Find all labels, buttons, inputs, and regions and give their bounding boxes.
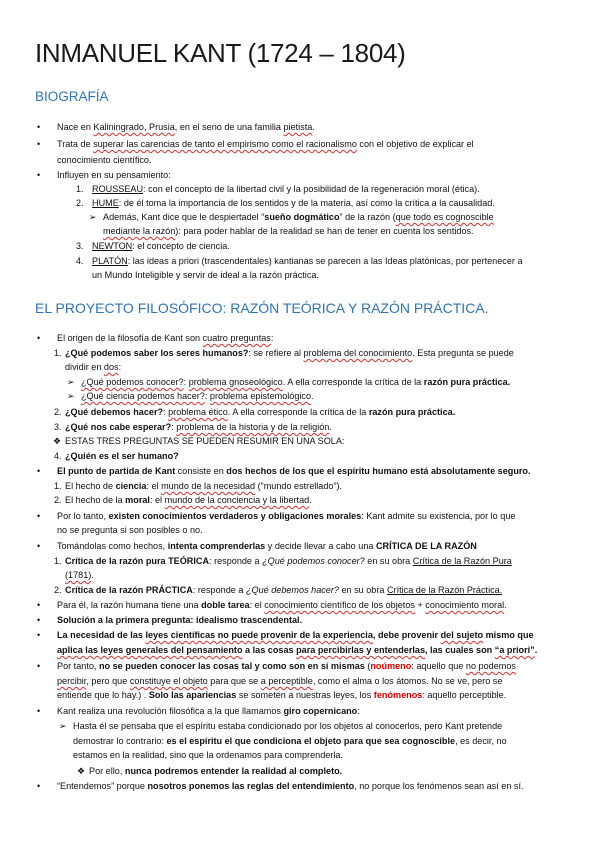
copernican-line-1: Hasta él se pensaba que el espíritu estaba condicionado por los objetos al conocerlos, pero Kant pretende <box>73 721 503 731</box>
section-heading-proyecto: EL PROYECTO FILOSÓFICO: RAZÓN TEÓRICA Y RAZÓN PRÁCTICA. <box>35 300 489 316</box>
bullet-icon: • <box>37 511 41 521</box>
bio-line-2: Trata de superar las carencias de tanto el empirismo como el racionalismo con el objetivo de explicar el <box>57 139 474 149</box>
proj-line-10: “Entendemos” porque nosotros ponemos las reglas del entendimiento, no porque los fenómenos sean así en sí. <box>57 781 524 791</box>
question-1-cont: dividir en dos: <box>65 362 122 372</box>
bullet-icon: • <box>37 630 41 640</box>
copernican-line-2: demostrar lo contrario: es el espíritu el que condiciona el objeto para que sea cognoscible, es decir, no <box>73 736 507 746</box>
bullet-icon: • <box>37 541 41 551</box>
proj-line-7-cont: aplica las leyes generales del pensamiento a las cosas para percibirlas y entenderlas, las cuales son “a priori”. <box>57 645 538 655</box>
proj-line-8: Por tanto, no se pueden conocer las cosas tal y como son en sí mismas (noúmeno: aquello que no podemos <box>57 661 516 671</box>
list-number: 1. <box>54 481 62 491</box>
influence-platon-2: un Mundo Inteligible y servir de ideal a la razón práctica. <box>92 270 319 280</box>
influence-platon-1: PLATÓN: las ideas a priori (trascendentales) kantianas se parecen a las Ideas platónicas, por pertenecer a <box>92 256 523 266</box>
questions-summary: ESTAS TRES PREGUNTAS SE PUEDEN RESUMIR EN UNA SOLA: <box>65 436 345 446</box>
list-number: 2. <box>76 198 84 208</box>
list-number: 4. <box>54 451 62 461</box>
diamond-icon: ❖ <box>77 766 86 776</box>
bullet-icon: • <box>37 600 41 610</box>
subquestion-1: ¿Qué podemos conocer?: problema gnoseológico. A ella corresponde la crítica de la razón pura práctica. <box>81 377 511 387</box>
diamond-icon: ❖ <box>53 436 62 446</box>
bio-line-4: Influyen en su pensamiento: <box>57 170 171 180</box>
proj-line-2: El punto de partida de Kant consiste en dos hechos de los que el espíritu humano está absolutamente seguro. <box>57 466 531 476</box>
question-1: ¿Qué podemos saber los seres humanos?: se refiere al problema del conocimiento. Esta pregunta se puede <box>65 348 514 358</box>
proj-line-8-cont-2: entiende que lo hay.) . Solo las apariencias se someten a nuestras leyes, los fenómenos: aquello perceptible. <box>57 690 507 700</box>
influence-hume: HUME: de él toma la importancia de los sentidos y de la materia, así como la crítica a la causalidad. <box>92 198 495 208</box>
critique-practical: Crítica de la razón PRÁCTICA: responde a ¿Qué debemos hacer? en su obra Crítica de la Razón Práctica. <box>65 585 503 595</box>
arrow-icon: ➢ <box>67 377 75 387</box>
list-number: 3. <box>76 241 84 251</box>
list-number: 1. <box>76 184 84 194</box>
bullet-icon: • <box>37 170 41 180</box>
proj-line-3-cont: no se pregunta si son posibles o no. <box>57 525 203 535</box>
bullet-icon: • <box>37 781 41 791</box>
fact-1: El hecho de ciencia: el mundo de la necesidad (“mundo estrellado”). <box>65 481 343 491</box>
hume-note-1: Además, Kant dice que le despiertadel “sueño dogmático” de la razón (que todo es cognoscible <box>103 212 494 222</box>
arrow-icon: ➢ <box>89 212 97 222</box>
bullet-icon: • <box>37 466 41 476</box>
proj-line-9: Kant realiza una revolución filosófica a la que llamamos giro copernicano: <box>57 706 360 716</box>
list-number: 2. <box>54 585 62 595</box>
bullet-icon: • <box>37 333 41 343</box>
bullet-icon: • <box>37 615 41 625</box>
list-number: 2. <box>54 495 62 505</box>
proj-line-3: Por lo tanto, existen conocimientos verdaderos y obligaciones morales: Kant admite su existencia, por lo que <box>57 511 516 521</box>
bullet-icon: • <box>37 139 41 149</box>
copernican-conclusion: Por ello, nunca podremos entender la realidad al completo. <box>89 766 343 776</box>
arrow-icon: ➢ <box>67 391 75 401</box>
bullet-icon: • <box>37 706 41 716</box>
page-title: INMANUEL KANT (1724 – 1804) <box>35 38 406 68</box>
list-number: 1. <box>54 348 62 358</box>
critique-theoretical: Crítica de la razón pura TEÓRICA: responde a ¿Qué podemos conocer? en su obra Crítica de la Razón Pura <box>65 556 512 566</box>
proj-line-8-cont-1: percibir, pero que constituye el objeto para que se a perceptible, como el alma o los átomos. No se ve, pero se <box>57 676 503 686</box>
arrow-icon: ➢ <box>59 721 67 731</box>
bullet-icon: • <box>37 122 41 132</box>
bio-line-3: conocimiento científico. <box>57 155 152 165</box>
bullet-icon: • <box>37 661 41 671</box>
subquestion-2: ¿Qué ciencia podemos hacer?: problema epistemológico. <box>81 391 314 401</box>
copernican-line-3: estamos en la realidad, sino que la ordenamos para comprenderla. <box>73 750 343 760</box>
question-2: ¿Qué debemos hacer?: problema ético. A ella corresponde la crítica de la razón pura práctica. <box>65 407 456 417</box>
fact-2: El hecho de la moral: el mundo de la conciencia y la libertad. <box>65 495 312 505</box>
proj-line-7: La necesidad de las leyes científicas no puede provenir de la experiencia, debe provenir del sujeto mismo que <box>57 630 534 640</box>
list-number: 1. <box>54 556 62 566</box>
proj-line-4: Tomándolas como hechos, intenta comprenderlas y decide llevar a cabo una CRÍTICA DE LA RAZÓN <box>57 541 477 551</box>
hume-note-2: mediante la razón): para poder hablar de la realidad se han de tener en cuenta los sentidos. <box>103 226 474 236</box>
proj-line-5: Para él, la razón humana tiene una doble tarea: el conocimiento científico de los objetos + conocimiento moral. <box>57 600 507 610</box>
bio-line-1: Nace en Kaliningrado, Prusia, en el seno de una familia pietista. <box>57 122 315 132</box>
section-heading-biografia: BIOGRAFÍA <box>35 89 109 104</box>
critique-theoretical-cont: (1781). <box>65 570 94 580</box>
influence-newton: NEWTON: el concepto de ciencia. <box>92 241 230 251</box>
question-4: ¿Quién es el ser humano? <box>65 451 179 461</box>
question-3: ¿Qué nos cabe esperar?: problema de la historia y de la religión. <box>65 422 332 432</box>
list-number: 4. <box>76 256 84 266</box>
list-number: 2. <box>54 407 62 417</box>
proj-line-6: Solución a la primera pregunta: idealismo trascendental. <box>57 615 303 625</box>
list-number: 3. <box>54 422 62 432</box>
proj-line-1: El origen de la filosofía de Kant son cuatro preguntas: <box>57 333 274 343</box>
influence-rousseau: ROUSSEAU: con el concepto de la libertad civil y la posibilidad de la regeneración moral (ética). <box>92 184 480 194</box>
